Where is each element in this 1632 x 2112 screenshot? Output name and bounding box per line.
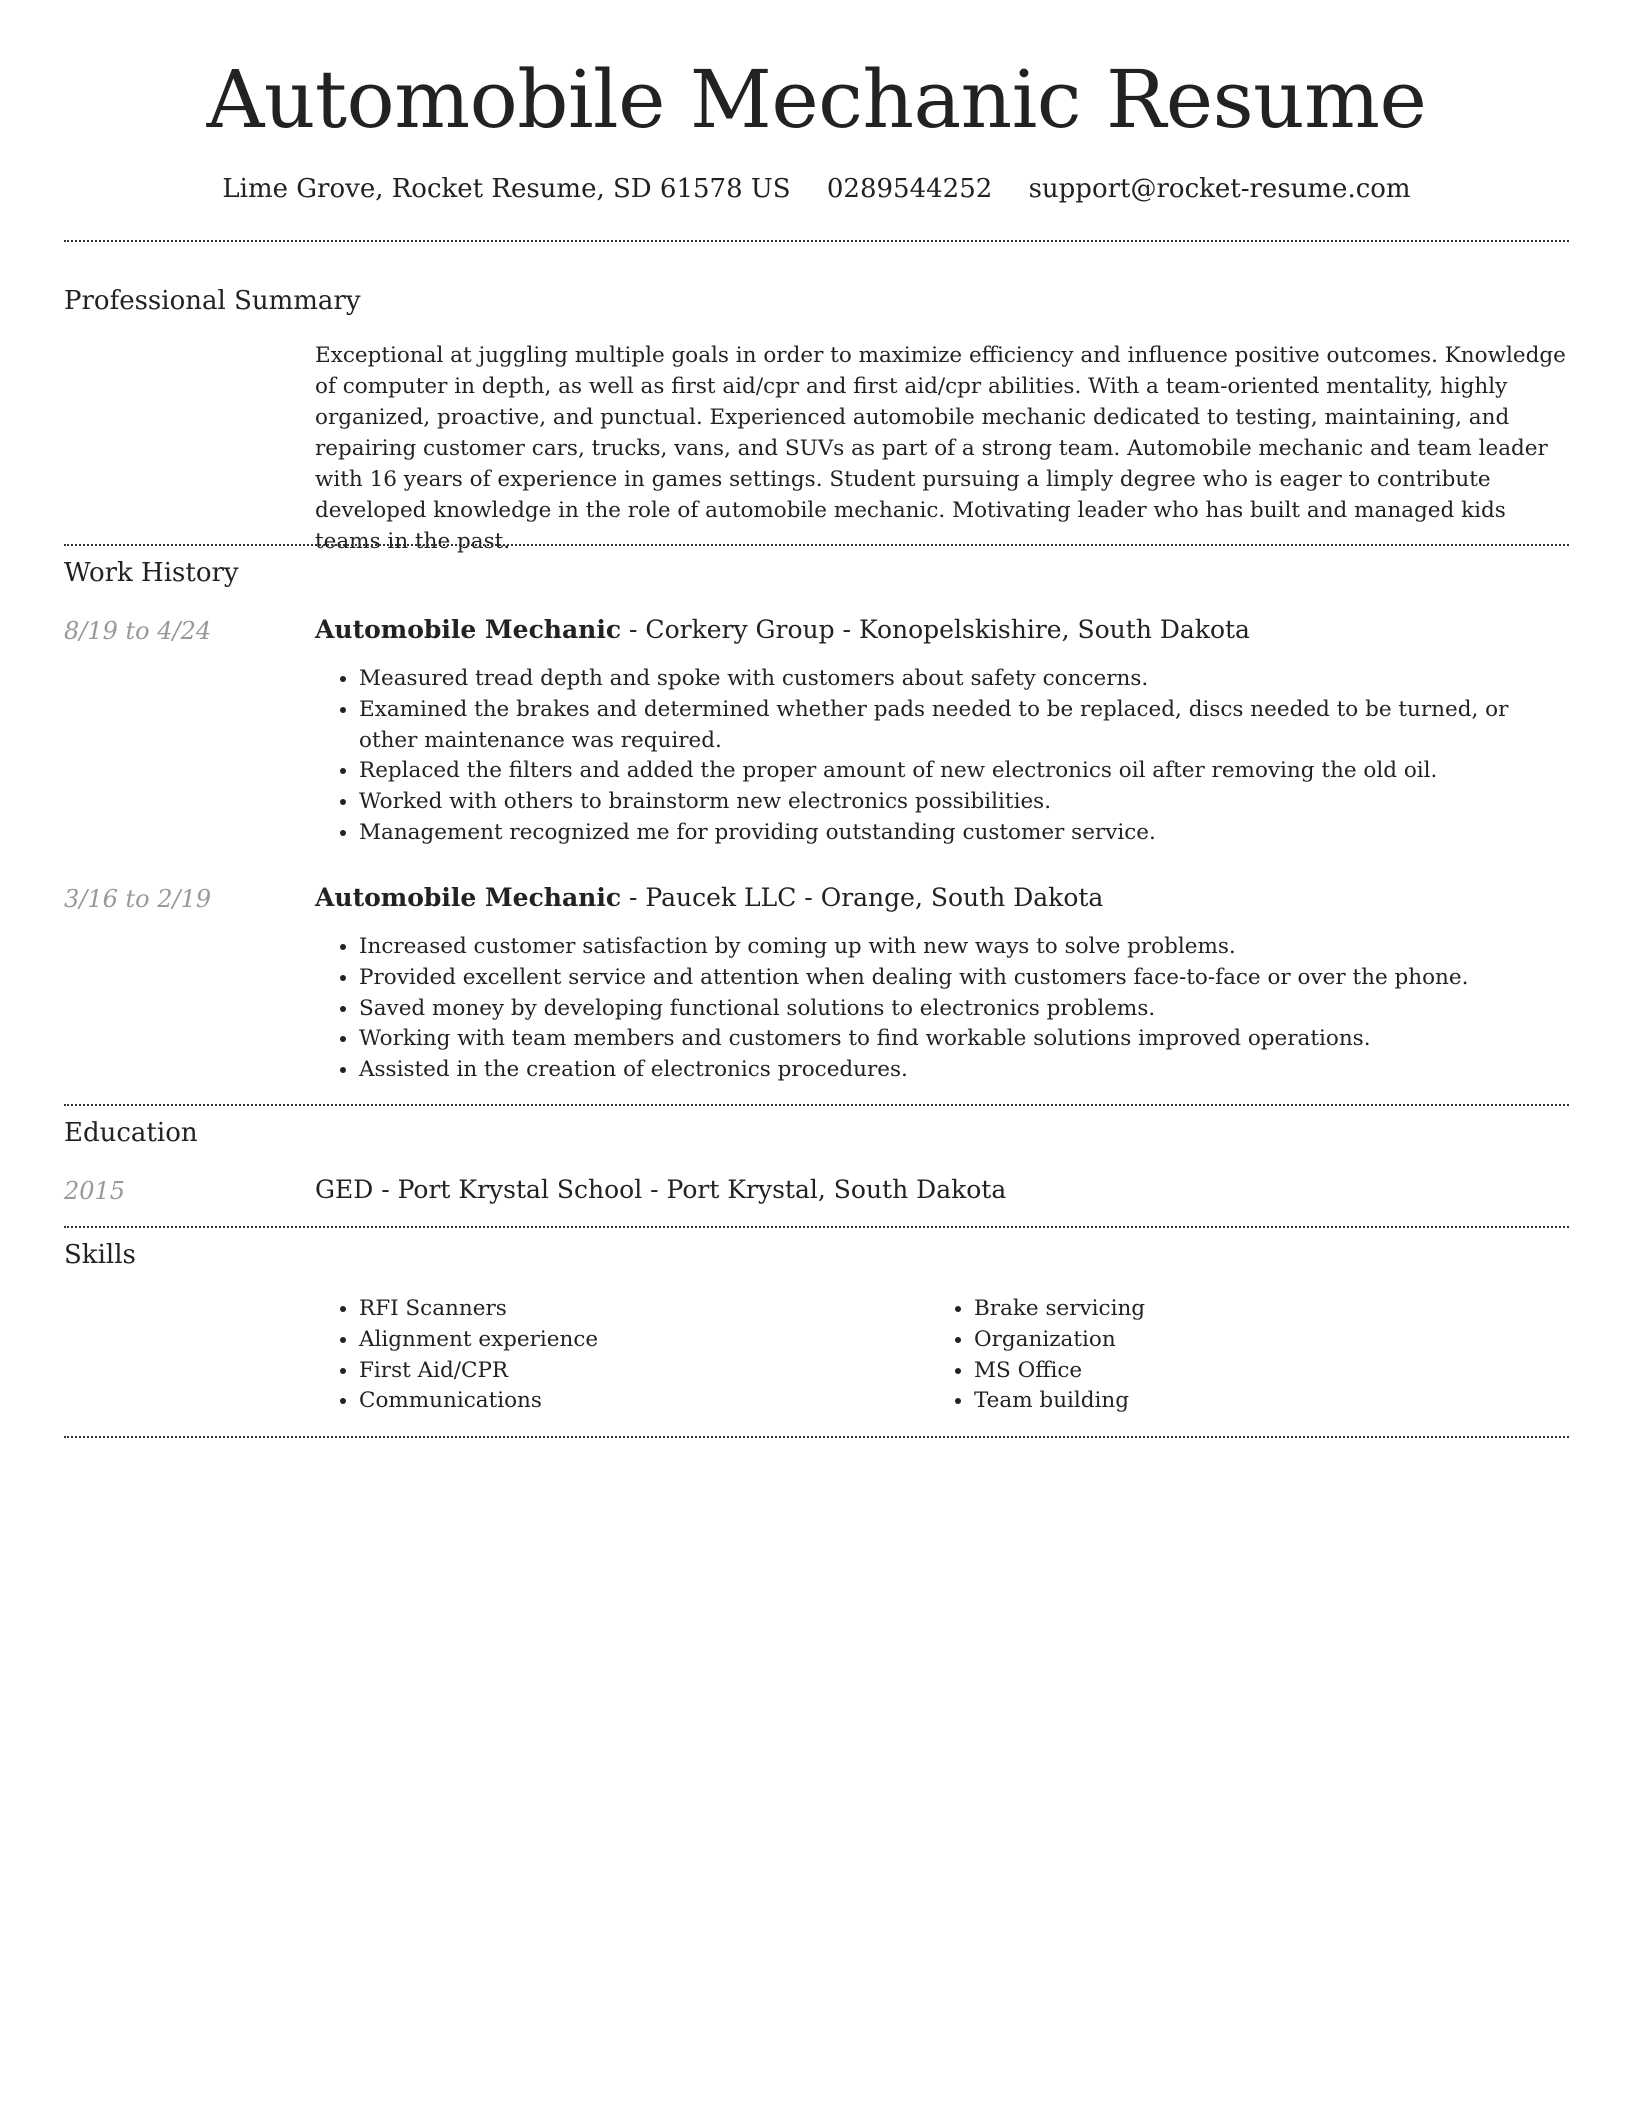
skill-item: • Organization	[974, 1325, 1534, 1356]
contact-line	[64, 172, 1569, 206]
job-details: - Paucek LLC - Orange, South Dakota	[621, 883, 1104, 912]
contact-phone: 0289544252	[826, 174, 993, 204]
skill-item: • First Aid/CPR	[359, 1356, 919, 1387]
list-item: • Measured tread depth and spoke with customers about safety concerns.	[359, 664, 1569, 695]
section-title-skills: Skills	[64, 1240, 136, 1270]
section-title-summary: Professional Summary	[64, 286, 361, 316]
education-year: 2015	[64, 1177, 126, 1205]
job-dates: 3/16 to 2/19	[64, 885, 212, 913]
list-item: • Saved money by developing functional solutions to electronics problems.	[359, 994, 1569, 1025]
job-details: - Corkery Group - Konopelskishire, South Dakota	[621, 615, 1250, 644]
skills-list-left	[315, 1294, 919, 1417]
job-heading	[315, 882, 1103, 914]
resume-title: Automobile Mechanic Resume	[206, 53, 1427, 146]
job-bullets	[315, 664, 1569, 849]
list-item: • Increased customer satisfaction by coming up with new ways to solve problems.	[359, 932, 1569, 963]
list-item: • Management recognized me for providing outstanding customer service.	[359, 818, 1569, 849]
contact-email: support@rocket-resume.com	[1028, 174, 1411, 204]
skill-item: • Communications	[359, 1386, 919, 1417]
job-dates: 8/19 to 4/24	[64, 617, 212, 645]
job-role: Automobile Mechanic	[315, 615, 622, 644]
skill-item: • MS Office	[974, 1356, 1534, 1387]
divider	[64, 544, 1569, 546]
list-item: • Working with team members and customers to find workable solutions improved operations.	[359, 1024, 1569, 1055]
skill-item: • Brake servicing	[974, 1294, 1534, 1325]
list-item: • Examined the brakes and determined whether pads needed to be replaced, discs needed to be turned, or other maintenance was required.	[359, 695, 1569, 757]
divider	[64, 240, 1569, 242]
job-role: Automobile Mechanic	[315, 883, 622, 912]
divider	[64, 1436, 1569, 1438]
section-title-education: Education	[64, 1118, 198, 1148]
job-heading	[315, 614, 1250, 646]
divider	[64, 1226, 1569, 1228]
summary-text: Exceptional at juggling multiple goals in order to maximize efficiency and influence positive outcomes. Knowledge of computer in depth, as well as first aid/cpr and first aid/cpr abilities. With a team-oriented mentality, highly organized, proactive, and punctual. Experienced automobile mechanic dedicated to testing, maintaining, and repairing customer cars, trucks, vans, and SUVs as part of a strong team. Automobile mechanic and team leader with 16 years of experience in games settings. Student pursuing a limply degree who is eager to contribute developed knowledge in the role of automobile mechanic. Motivating leader who has built and managed kids teams in the past.	[315, 343, 1566, 554]
skills-list-right	[930, 1294, 1534, 1417]
list-item: • Replaced the filters and added the proper amount of new electronics oil after removing the old oil.	[359, 756, 1569, 787]
list-item: • Assisted in the creation of electronics procedures.	[359, 1055, 1569, 1086]
contact-address: Lime Grove, Rocket Resume, SD 61578 US	[222, 174, 791, 204]
skill-item: • Alignment experience	[359, 1325, 919, 1356]
list-item: • Provided excellent service and attention when dealing with customers face-to-face or over the phone.	[359, 963, 1569, 994]
list-item: • Worked with others to brainstorm new electronics possibilities.	[359, 787, 1569, 818]
divider	[64, 1104, 1569, 1106]
skill-item: • Team building	[974, 1386, 1534, 1417]
education-entry: GED - Port Krystal School - Port Krystal, South Dakota	[315, 1175, 1007, 1204]
job-bullets	[315, 932, 1569, 1086]
skill-item: • RFI Scanners	[359, 1294, 919, 1325]
section-title-work-history: Work History	[64, 558, 239, 588]
